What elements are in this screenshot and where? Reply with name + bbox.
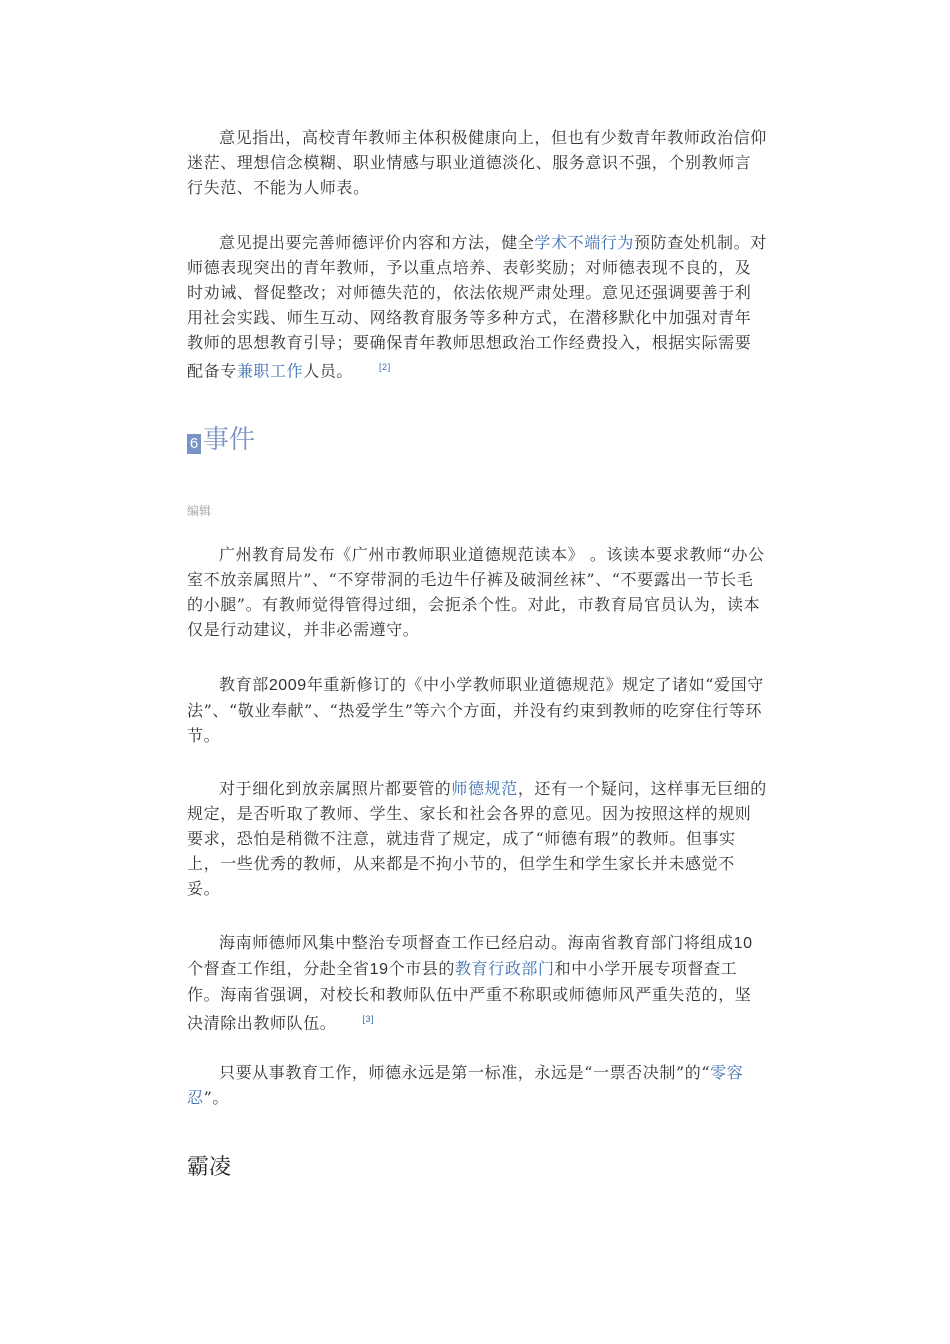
subsection-heading: 霸凌 <box>187 1155 232 1180</box>
reference-2[interactable]: [2] <box>379 362 391 372</box>
paragraph-text: 海南师德师风集中整治专项督查工作已经启动。海南省教育部门将组成 <box>219 933 734 952</box>
link-zero-tolerance[interactable]: 零容忍 <box>187 1063 744 1107</box>
group-count: 10 <box>733 935 753 952</box>
paragraph-text: 广州教育局发布《广州市教师职业道德规范读本》 。该读本要求教师“办公室不放亲属照片”、“不穿带洞的毛边牛仔裤及破洞丝袜”、“不要露出一节长毛的小腿”。有教师觉得管得过细，会扼杀个性。对此，市教育局官员认为，读本仅是行动建议，并非必需遵守。 <box>187 545 765 639</box>
year-value: 2009 <box>268 677 307 694</box>
paragraph-text: 个督查工作组，分赴全省 <box>187 959 370 978</box>
paragraph-ethics-code-question <box>187 776 767 901</box>
paragraph-text: ，还有一个疑问，这样事无巨细的规定，是否听取了教师、学生、家长和社会各界的意见。因为按照这样的规则要求，恐怕是稍微不注意，就违背了规定，成了“师德有瑕”的教师。但事实上，一些优秀的教师，从来都是不拘小节的，但学生和学生家长并未感觉不妥。 <box>187 779 767 898</box>
section-title: 事件 <box>203 425 256 455</box>
paragraph-ministry-revision <box>187 672 767 748</box>
paragraph-text: 个市县的 <box>388 959 456 978</box>
paragraph-text: 对于细化到放亲属照片都要管的 <box>219 779 452 798</box>
section-heading <box>187 420 255 460</box>
paragraph-text: 和中小学开展专项督查工作。海南省强调，对校长和教师队伍中严重不称职或师德师风严重失范的，坚决清除出教师队伍。 <box>187 959 752 1033</box>
paragraph-guangzhou-reader <box>187 542 767 642</box>
paragraph-youth-teacher-issues <box>187 125 767 200</box>
paragraph-text: 意见指出，高校青年教师主体积极健康向上，但也有少数青年教师政治信仰迷茫、理想信念模糊、职业情感与职业道德淡化、服务意识不强，个别教师言行失范、不能为人师表。 <box>187 128 767 197</box>
paragraph-hainan-inspection <box>187 930 767 1035</box>
reference-3[interactable]: [3] <box>362 1014 375 1024</box>
paragraph-ethics-evaluation <box>187 230 767 383</box>
paragraph-text: 意见提出要完善师德评价内容和方法，健全 <box>219 233 535 252</box>
link-part-time-work[interactable]: 兼职工作 <box>236 361 304 381</box>
paragraph-text: 年重新修订的《中小学教师职业道德规范》规定了诸如“爱国守法”、“敬业奉献”、“热爱学生”等六个方面，并没有约束到教师的吃穿住行等环节。 <box>187 675 764 745</box>
link-ethics-code[interactable]: 师德规范 <box>451 779 518 798</box>
link-academic-misconduct[interactable]: 学术不端行为 <box>534 233 635 252</box>
paragraph-text: ”。 <box>203 1088 229 1107</box>
edit-link[interactable]: 编辑 <box>187 504 212 518</box>
county-count: 19 <box>369 961 389 978</box>
paragraph-zero-tolerance <box>187 1060 767 1110</box>
paragraph-text: 只要从事教育工作，师德永远是第一标准，永远是“一票否决制”的“ <box>219 1063 711 1082</box>
paragraph-text: 人员。 <box>303 361 354 381</box>
section-number: 6 <box>187 434 201 454</box>
paragraph-text: 预防查处机制。对师德表现突出的青年教师，予以重点培养、表彰奖励；对师德表现不良的，及时劝诫、督促整改；对师德失范的，依法依规严肃处理。意见还强调要善于利用社会实践、师生互动、网络教育服务等多种方式，在潜移默化中加强对青年教师的思想教育引导；要确保青年教师思想政治工作经费投入，根据实际需要配备专 <box>187 233 767 381</box>
link-education-administration[interactable]: 教育行政部门 <box>455 959 555 978</box>
paragraph-text: 教育部 <box>219 675 269 694</box>
